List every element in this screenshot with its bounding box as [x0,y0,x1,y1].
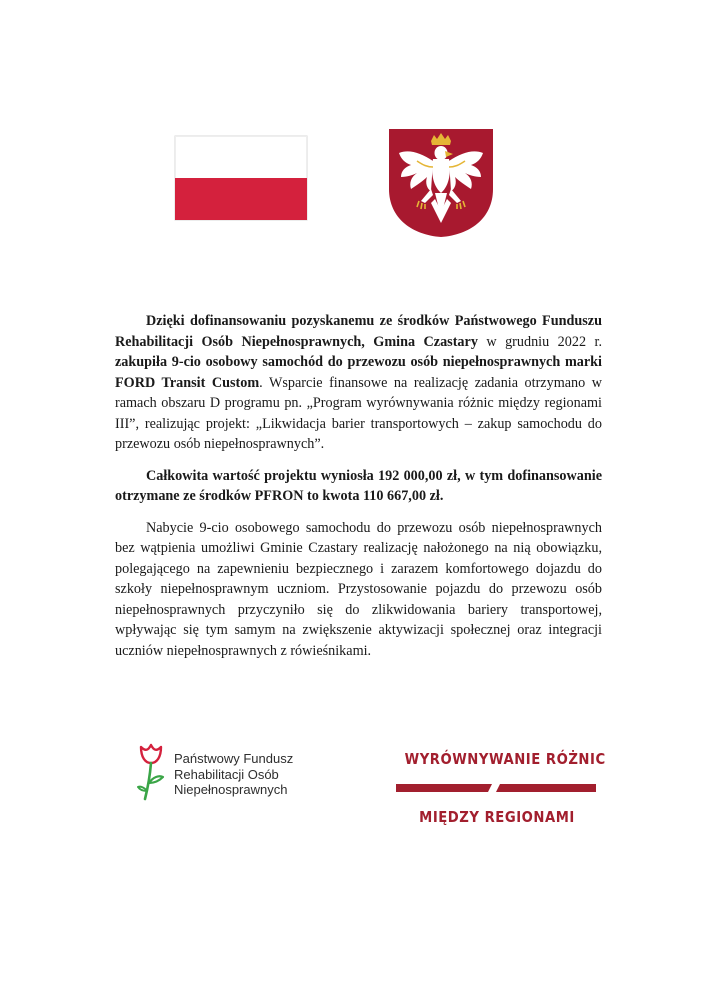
program-logo-line-1: WYRÓWNYWANIE RÓŻNIC [404,750,606,768]
pfron-line-2: Rehabilitacji Osób [174,766,279,782]
paragraph-total-value-text: Całkowita wartość projektu wyniosła 192 000,00 zł, w tym dofinansowanie otrzymane ze środków PFRON to kwota 110 667,00 zł. [115,467,602,504]
paragraph-funding-rest: . Wsparcie finansowe na realizację zadania otrzymano w ramach obszaru D programu pn. „Program wyrównywania różnic między regionami III”, realizując projekt: „Likwidacja barier transportowych – zakup samochodu do przewozu osób niepełnosprawnych”. [115,374,602,452]
poland-flag-icon [175,136,307,220]
flag-white-stripe [175,136,307,178]
paragraph-funding-bold-2: zakupiła 9-cio osobowy samochód do przewozu osób niepełnosprawnych marki FORD Transit Custom [115,354,602,391]
pfron-line-3: Niepełnosprawnych [174,782,288,797]
program-logo-bars [396,783,596,793]
flag-red-stripe [175,178,307,220]
program-logo [392,750,606,830]
paragraph-purpose: Nabycie 9-cio osobowego samochodu do przewozu osób niepełnosprawnych bez wątpienia umożliwi Gminie Czastary realizację nałożonego na nią obowiązku, polegającego na zapewnieniu bezpiecznego i zarazem komfortowego dojazdu do szkoły niepełnosprawnym uczniom. Przystosowanie pojazdu do przewozu osób niepełnosprawnych przyczyniło się do zlikwidowania bariery transportowej, wpływając się tym samym na zwiększenie aktywizacji społecznej oraz integracji uczniów niepełnosprawnych z rówieśnikami. [115,519,602,659]
paragraph-funding [115,311,602,455]
pfron-tulip-logo-icon [137,743,165,803]
paragraph-funding-date: w grudniu 2022 r. [477,333,603,350]
pfron-logo [137,741,337,807]
paragraph-total-value [115,466,602,507]
white-eagle-coat-of-arms-icon [387,127,495,239]
paragraph-funding-bold-1: Dzięki dofinansowaniu pozyskanemu ze środków Państwowego Funduszu Rehabilitacji Osób Niepełnosprawnych, Gmina Czastary [115,313,602,350]
announcement-text [115,311,602,661]
pfron-logo-text [174,751,293,798]
program-logo-line-2: MIĘDZY REGIONAMI [419,808,575,826]
pfron-line-1: Państwowy Fundusz [174,751,294,766]
